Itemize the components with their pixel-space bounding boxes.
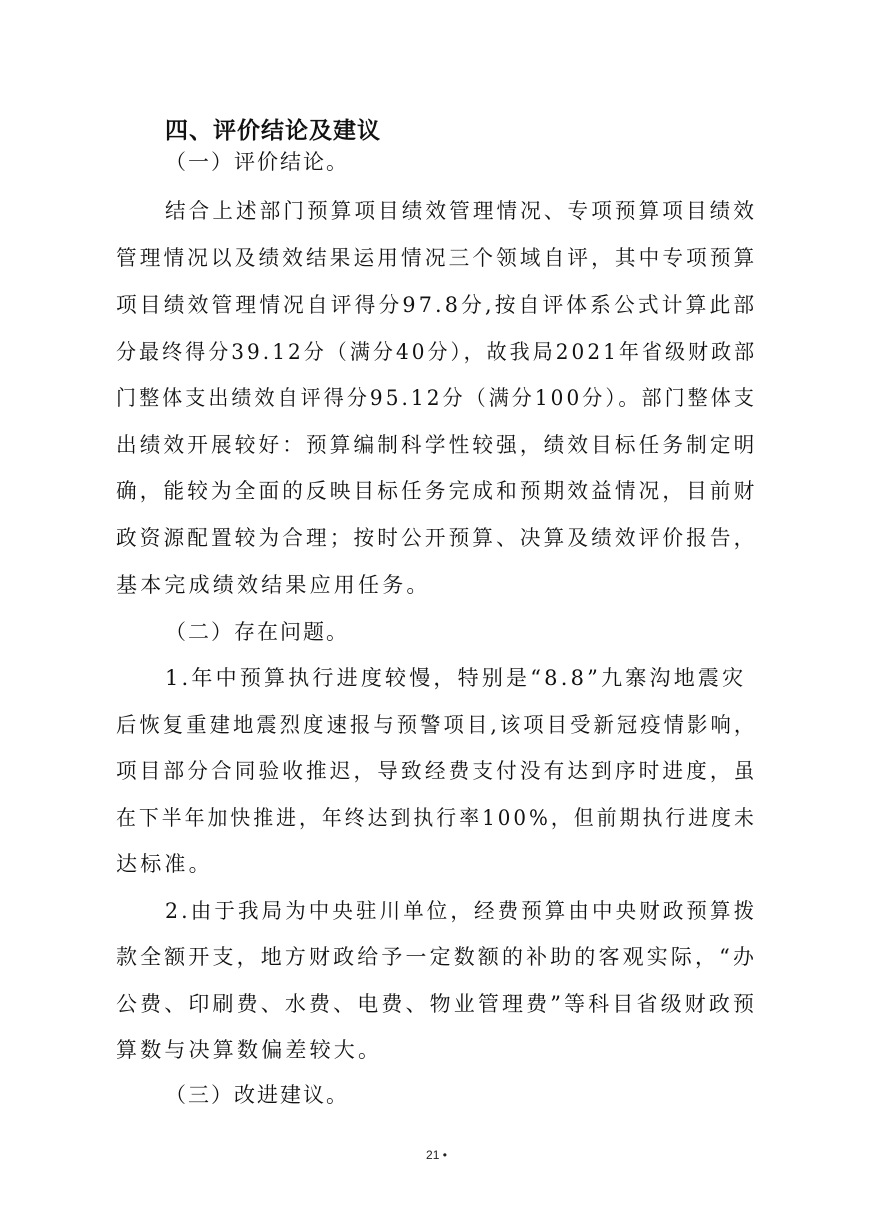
paragraph-line: 门整体支出绩效自评得分95.12分（满分100分）。部门整体支: [116, 386, 757, 410]
section-heading: 四、评价结论及建议: [165, 118, 381, 144]
subsection-suggestions-title: （三）改进建议。: [165, 1083, 349, 1107]
paragraph-line: 政资源配置较为合理；按时公开预算、决算及绩效评价报告，: [116, 526, 758, 550]
paragraph-line: 2.由于我局为中央驻川单位，经费预算由中央财政预算拨: [165, 899, 758, 923]
paragraph-line: 后恢复重建地震烈度速报与预警项目,该项目受新冠疫情影响，: [116, 713, 758, 737]
paragraph-line: 公费、印刷费、水费、电费、物业管理费”等科目省级财政预: [116, 992, 758, 1016]
paragraph-line: 1.年中预算执行进度较慢，特别是“8.8”九寨沟地震灾: [165, 666, 747, 690]
paragraph-line: 出绩效开展较好：预算编制科学性较强，绩效目标任务制定明: [116, 433, 758, 457]
paragraph-line: 达标准。: [116, 852, 213, 876]
paragraph-line: 在下半年加快推进，年终达到执行率100%，但前期执行进度未: [116, 806, 757, 830]
subsection-conclusion-title: （一）评价结论。: [165, 150, 349, 174]
paragraph-line: 款全额开支，地方财政给予一定数额的补助的客观实际，“办: [116, 945, 758, 969]
paragraph-line: 分最终得分39.12分（满分40分），故我局2021年省级财政部: [116, 340, 758, 364]
paragraph-line: 项目绩效管理情况自评得分97.8分,按自评体系公式计算此部: [116, 293, 758, 317]
subsection-problems-title: （二）存在问题。: [165, 620, 349, 644]
paragraph-line: 结合上述部门预算项目绩效管理情况、专项预算项目绩效: [165, 199, 757, 223]
paragraph-line: 项目部分合同验收推迟，导致经费支付没有达到序时进度，虽: [116, 759, 758, 783]
paragraph-line: 确，能较为全面的反映目标任务完成和预期效益情况，目前财: [116, 479, 758, 503]
paragraph-line: 算数与决算数偏差较大。: [116, 1038, 383, 1062]
paragraph-line: 基本完成绩效结果应用任务。: [116, 573, 431, 597]
paragraph-line: 管理情况以及绩效结果运用情况三个领域自评，其中专项预算: [116, 246, 758, 270]
page-number: 21 •: [426, 1148, 447, 1162]
